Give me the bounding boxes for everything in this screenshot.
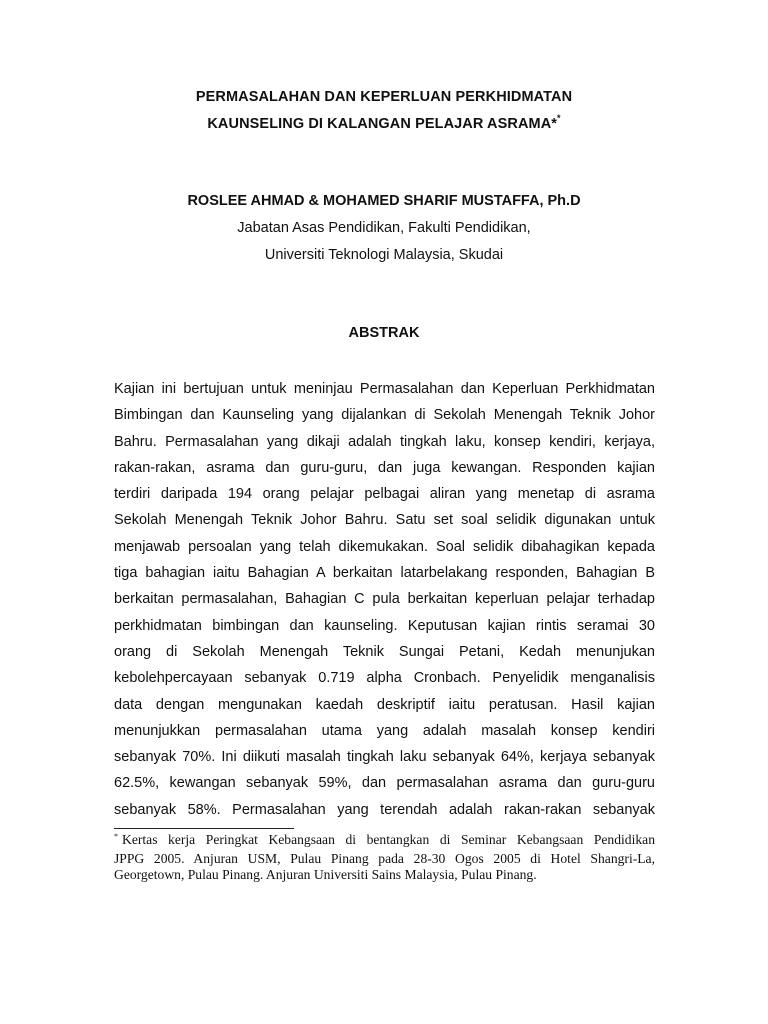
paper-authors: ROSLEE AHMAD & MOHAMED SHARIF MUSTAFFA, Ph.D — [187, 193, 581, 209]
footnote-marker: * — [114, 832, 118, 841]
abstract-line: Bimbingan dan Kaunseling yang dijalankan di Sekolah Menengah Teknik Johor — [114, 407, 655, 424]
abstract-line: perkhidmatan bimbingan dan kaunseling. Keputusan kajian rintis seramai 30 — [114, 617, 655, 634]
abstract-line: rakan-rakan, asrama dan guru-guru, dan juga kewangan. Responden kajian — [114, 459, 655, 476]
abstract-line: data dengan mengunakan kaedah deskriptif iaitu peratusan. Hasil kajian — [114, 696, 655, 713]
abstract-line: kebolehpercayaan sebanyak 0.719 alpha Cronbach. Penyelidik menganalisis — [114, 670, 655, 687]
abstract-line: Bahru. Permasalahan yang dikaji adalah tingkah laku, konsep kendiri, kerjaya, — [114, 433, 655, 450]
abstract-line: sebanyak 58%. Permasalahan yang terendah adalah rakan-rakan sebanyak — [114, 801, 655, 818]
abstract-line: berkaitan permasalahan, Bahagian C pula berkaitan keperluan pelajar terhadap — [114, 591, 655, 608]
footnote-line-text: Kertas kerja Peringkat Kebangsaan di bentangkan di Seminar Kebangsaan Pendidikan — [122, 832, 655, 847]
abstract-line: menunjukkan permasalahan utama yang adalah masalah konsep kendiri — [114, 722, 655, 739]
abstract-line: sebanyak 70%. Ini diikuti masalah tingkah laku sebanyak 64%, kerjaya sebanyak — [114, 749, 655, 766]
footnote-line: Georgetown, Pulau Pinang. Anjuran Universiti Sains Malaysia, Pulau Pinang. — [114, 867, 537, 882]
affiliation-line-2: Universiti Teknologi Malaysia, Skudai — [264, 247, 504, 263]
abstract-line: menjawab persoalan yang telah dikemukakan. Soal selidik dibahagikan kepada — [114, 538, 655, 555]
abstract-line: 62.5%, kewangan sebanyak 59%, dan permasalahan asrama dan guru-guru — [114, 775, 655, 792]
affiliation-line-1: Jabatan Asas Pendidikan, Fakulti Pendidikan, — [237, 220, 531, 236]
abstract-line: terdiri daripada 194 orang pelajar pelbagai aliran yang menetap di asrama — [114, 486, 655, 503]
title-footnote-marker: * — [557, 113, 561, 124]
abstract-heading: ABSTRAK — [348, 325, 420, 341]
paper-title-line-1: PERMASALAHAN DAN KEPERLUAN PERKHIDMATAN — [195, 89, 573, 105]
footnote-line — [114, 832, 655, 851]
abstract-body — [114, 376, 655, 823]
abstract-line: orang di Sekolah Menengah Teknik Sungai Petani, Kedah menunjukan — [114, 643, 655, 660]
footnote-line: JPPG 2005. Anjuran USM, Pulau Pinang pada 28-30 Ogos 2005 di Hotel Shangri-La, — [114, 850, 655, 866]
footnote — [114, 832, 655, 884]
footnote-divider — [114, 828, 294, 829]
paper-title-line-2 — [0, 115, 768, 133]
paper-title-line-2-text: KAUNSELING DI KALANGAN PELAJAR ASRAMA* — [207, 116, 558, 132]
abstract-line: Kajian ini bertujuan untuk meninjau Permasalahan dan Keperluan Perkhidmatan — [114, 381, 655, 397]
abstract-line: Sekolah Menengah Teknik Johor Bahru. Satu set soal selidik digunakan untuk — [114, 512, 655, 529]
abstract-line: tiga bahagian iaitu Bahagian A berkaitan latarbelakang responden, Bahagian B — [114, 565, 655, 582]
